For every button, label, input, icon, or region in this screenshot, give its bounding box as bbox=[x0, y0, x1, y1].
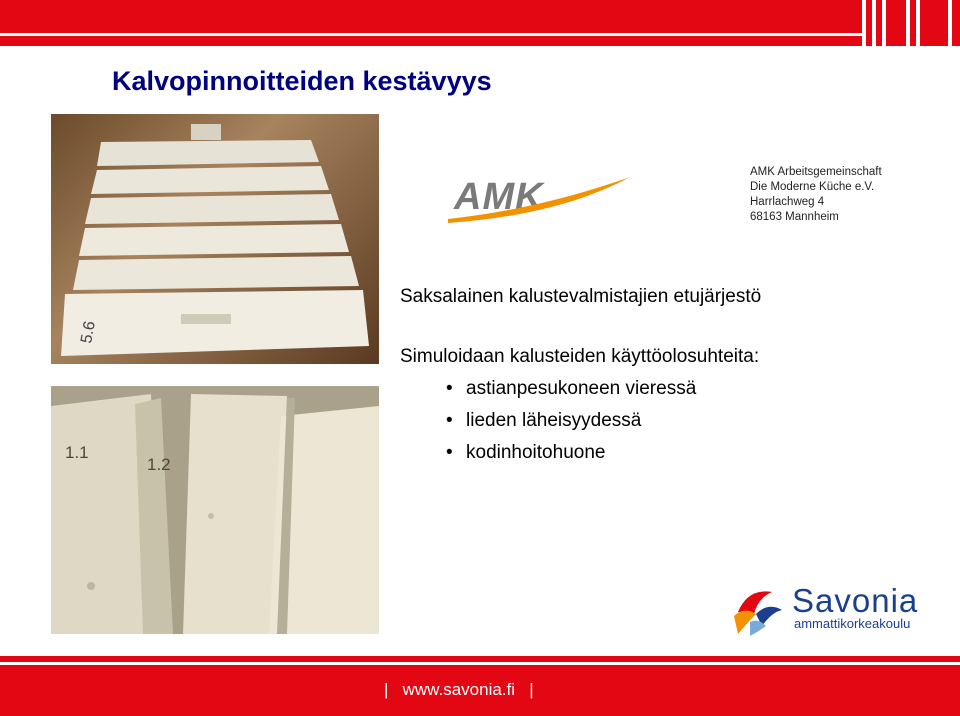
bottom-banner-line bbox=[0, 662, 960, 665]
photo1-label: 5.6 bbox=[78, 319, 99, 345]
photo-panel-edges bbox=[51, 386, 379, 634]
content-line-2: Simuloidaan kalusteiden käyttöolosuhteita: bbox=[400, 346, 760, 367]
amk-logo bbox=[440, 165, 640, 235]
amk-address bbox=[750, 165, 950, 225]
savonia-logo-icon bbox=[728, 582, 784, 638]
bullet-item bbox=[446, 442, 605, 464]
top-banner bbox=[0, 0, 960, 46]
bullet-symbol: • bbox=[446, 378, 453, 399]
amk-logo-text: AMK bbox=[454, 176, 544, 218]
savonia-name: Savonia bbox=[792, 582, 919, 619]
footer-website-link[interactable]: | www.savonia.fi | bbox=[384, 680, 534, 699]
panels-illustration bbox=[51, 114, 379, 364]
edges-illustration bbox=[51, 386, 379, 634]
top-banner-line bbox=[0, 33, 862, 36]
banner-stripe bbox=[906, 0, 910, 46]
amk-address-line: 68163 Mannheim bbox=[750, 211, 839, 223]
bullet-text: astianpesukoneen vieressä bbox=[466, 378, 697, 399]
banner-stripe bbox=[916, 0, 920, 46]
amk-address-line: Die Moderne Küche e.V. bbox=[750, 181, 875, 193]
savonia-subtitle: ammattikorkeakoulu bbox=[794, 616, 911, 631]
banner-stripe bbox=[882, 0, 886, 46]
bullet-text: kodinhoitohuone bbox=[466, 442, 606, 463]
bullet-symbol: • bbox=[446, 410, 453, 431]
banner-stripe bbox=[948, 0, 952, 46]
photo2-label-2: 1.2 bbox=[147, 455, 171, 474]
bullet-text: lieden läheisyydessä bbox=[466, 410, 642, 431]
bullet-item bbox=[446, 410, 641, 432]
bullet-symbol: • bbox=[446, 442, 453, 463]
amk-address-line: Harrlachweg 4 bbox=[750, 196, 825, 208]
content-line-1: Saksalainen kalustevalmistajien etujärjestö bbox=[400, 286, 762, 307]
amk-address-line: AMK Arbeitsgemeinschaft bbox=[750, 166, 882, 178]
bullet-item bbox=[446, 378, 696, 400]
slide-title: Kalvopinnoitteiden kestävyys bbox=[112, 66, 492, 96]
photo2-label-1: 1.1 bbox=[65, 443, 89, 462]
banner-stripe bbox=[862, 0, 866, 46]
photo-stacked-panels bbox=[51, 114, 379, 364]
banner-stripe bbox=[872, 0, 876, 46]
